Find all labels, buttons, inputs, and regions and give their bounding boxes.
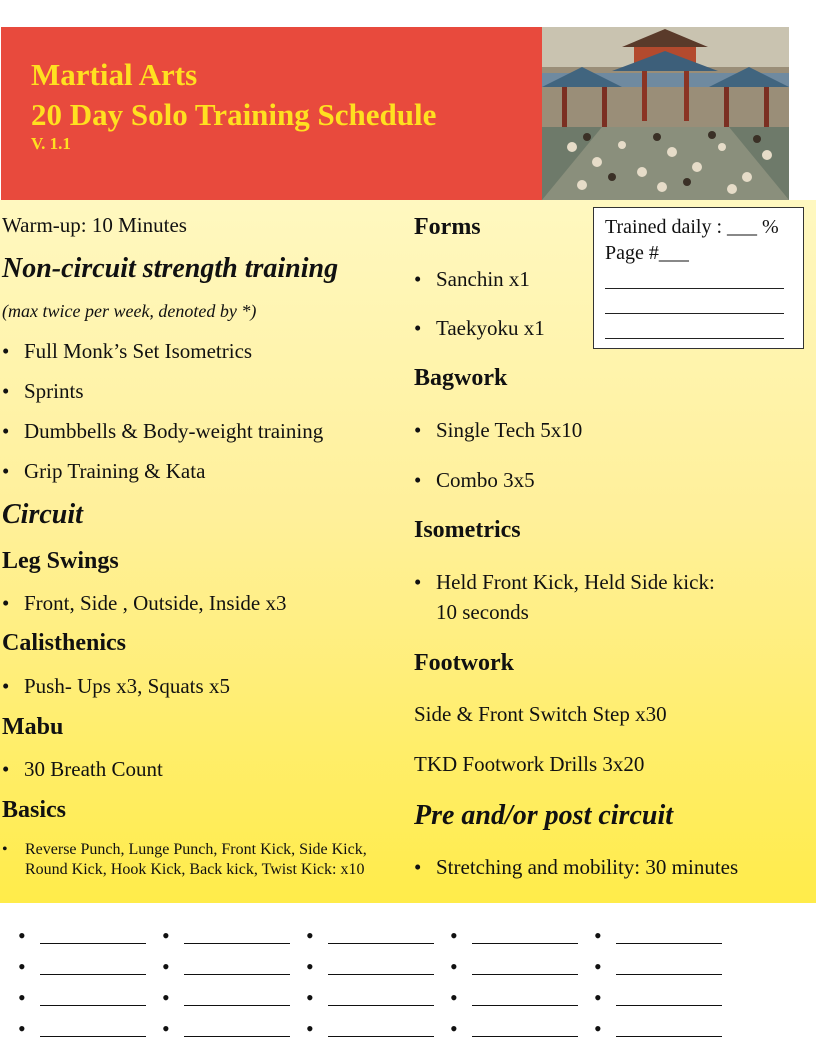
bullet-icon: • xyxy=(450,923,458,948)
bullet-icon: • xyxy=(2,339,10,363)
checklist-blank[interactable] xyxy=(306,987,436,1011)
isometrics-heading: Isometrics xyxy=(414,517,521,543)
bullet-icon: • xyxy=(162,1016,170,1041)
mabu-heading: Mabu xyxy=(2,714,64,740)
bullet-icon: • xyxy=(162,985,170,1010)
calisthenics-heading: Calisthenics xyxy=(2,630,127,656)
checklist-blank[interactable] xyxy=(162,956,292,980)
bullet-icon: • xyxy=(414,855,422,879)
checklist-blank[interactable] xyxy=(594,1018,724,1042)
bullet-icon: • xyxy=(414,468,422,492)
checklist-blank[interactable] xyxy=(594,956,724,980)
note-line[interactable] xyxy=(605,288,784,289)
circuit-heading: Circuit xyxy=(2,499,83,530)
bullet-icon: • xyxy=(2,419,10,443)
bullet-icon: • xyxy=(450,954,458,979)
bullet-icon: • xyxy=(306,923,314,948)
checklist-blank[interactable] xyxy=(18,1018,148,1042)
bullet-icon: • xyxy=(2,459,10,483)
bullet-icon: • xyxy=(162,954,170,979)
pre-post-heading: Pre and/or post circuit xyxy=(414,800,674,831)
bullet-icon: • xyxy=(450,1016,458,1041)
noncircuit-note: (max twice per week, denoted by *) xyxy=(2,301,257,321)
bullet-icon: • xyxy=(414,418,422,442)
checklist-blank[interactable] xyxy=(18,925,148,949)
forms-heading: Forms xyxy=(414,214,481,240)
bullet-icon: • xyxy=(306,1016,314,1041)
painting-illustration xyxy=(542,27,789,200)
temple-courtyard-painting xyxy=(542,27,789,200)
bullet-icon: • xyxy=(18,923,26,948)
checklist-blank[interactable] xyxy=(594,925,724,949)
blank-checklist xyxy=(0,903,816,1056)
bullet-icon: • xyxy=(594,985,602,1010)
checklist-blank[interactable] xyxy=(450,925,580,949)
bullet-icon: • xyxy=(18,1016,26,1041)
title-line-1: Martial Arts xyxy=(31,57,198,92)
checklist-blank[interactable] xyxy=(162,925,292,949)
checklist-blank[interactable] xyxy=(18,956,148,980)
schedule-body: Warm-up: 10 Minutes Non-circuit strength training (max twice per week, denoted by *) • Full Monk’s Set Isometrics • Sprints • Dumbbells & Body-weight training • Grip Training & Kata Circuit Leg Swings • Front, Side , Outside, Inside x3 Calisthenics • Push- Ups x3, Squats x5 Mabu • 30 Breath Count Basics • Reverse Punch, Lunge Punch, Front Kick, Side Kick, Round Kick, Hook Kick, Back kick, Twist Kick: x10 Forms • Sanchin x1 • Taekyoku x1 Bagwork • Single Tech 5x10 • Combo 3x5 Isometrics • Held Front Kick, Held Side kick: 10 seconds Footwork Side & Front Switch Step x30 TKD Footwork Drills 3x20 Pre and/or post circuit • Stretching and mobility: 30 minutes xyxy=(0,200,816,903)
bullet-icon: • xyxy=(306,985,314,1010)
footwork-heading: Footwork xyxy=(414,650,514,676)
bullet-icon: • xyxy=(2,841,8,858)
warmup-text: Warm-up: 10 Minutes xyxy=(2,213,187,237)
page-title xyxy=(31,55,436,135)
checklist-blank[interactable] xyxy=(162,1018,292,1042)
footwork-line-1: Side & Front Switch Step x30 xyxy=(414,702,667,726)
bullet-icon: • xyxy=(18,954,26,979)
checklist-blank[interactable] xyxy=(450,956,580,980)
title-line-2: 20 Day Solo Training Schedule xyxy=(31,97,437,132)
bullet-icon: • xyxy=(306,954,314,979)
checklist-blank[interactable] xyxy=(18,987,148,1011)
bullet-icon: • xyxy=(2,757,10,781)
footwork-line-2: TKD Footwork Drills 3x20 xyxy=(414,752,645,776)
checklist-blank[interactable] xyxy=(306,925,436,949)
leg-swings-heading: Leg Swings xyxy=(2,548,119,574)
checklist-blank[interactable] xyxy=(450,1018,580,1042)
checklist-blank[interactable] xyxy=(594,987,724,1011)
isometrics-item-continuation: 10 seconds xyxy=(436,600,529,624)
bullet-icon: • xyxy=(594,954,602,979)
bagwork-heading: Bagwork xyxy=(414,365,508,391)
page-number-field[interactable]: Page #___ xyxy=(605,242,689,264)
checklist-blank[interactable] xyxy=(450,987,580,1011)
bullet-icon: • xyxy=(414,570,422,594)
header-banner xyxy=(1,27,789,200)
note-line[interactable] xyxy=(605,338,784,339)
note-line[interactable] xyxy=(605,313,784,314)
bullet-icon: • xyxy=(162,923,170,948)
tracker-box xyxy=(593,207,804,349)
bullet-icon: • xyxy=(414,267,422,291)
bullet-icon: • xyxy=(414,316,422,340)
checklist-blank[interactable] xyxy=(306,1018,436,1042)
bullet-icon: • xyxy=(2,379,10,403)
bullet-icon: • xyxy=(594,923,602,948)
bullet-icon: • xyxy=(18,985,26,1010)
noncircuit-heading: Non-circuit strength training xyxy=(2,253,339,284)
bullet-icon: • xyxy=(594,1016,602,1041)
bullet-icon: • xyxy=(2,674,10,698)
version-label: V. 1.1 xyxy=(31,134,71,153)
bullet-icon: • xyxy=(450,985,458,1010)
bullet-icon: • xyxy=(2,591,10,615)
trained-daily-field[interactable]: Trained daily : ___ % xyxy=(605,216,779,238)
checklist-blank[interactable] xyxy=(306,956,436,980)
checklist-blank[interactable] xyxy=(162,987,292,1011)
basics-heading: Basics xyxy=(2,797,67,823)
